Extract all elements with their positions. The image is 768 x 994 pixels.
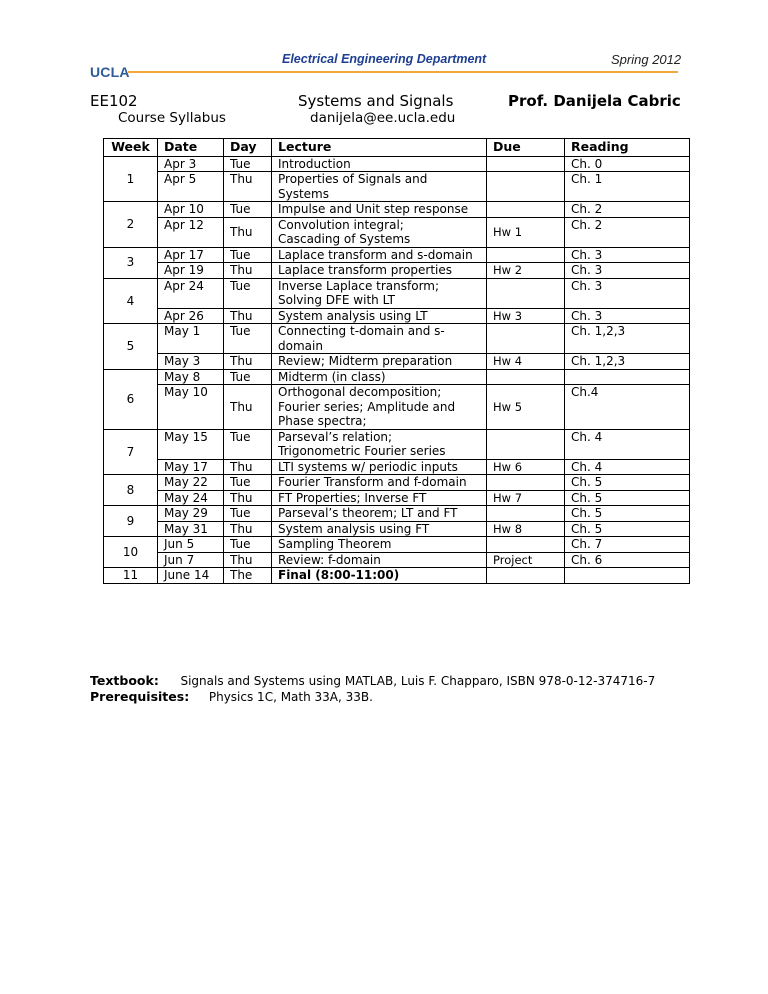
week-cell: 1 xyxy=(104,156,158,202)
week-cell: 6 xyxy=(104,369,158,429)
week-cell: 11 xyxy=(104,568,158,584)
date-cell: May 10 xyxy=(158,385,224,430)
term-label: Spring 2012 xyxy=(611,52,682,67)
week-cell: 5 xyxy=(104,324,158,370)
reading-cell: Ch. 6 xyxy=(565,552,690,568)
due-cell: Hw 2 xyxy=(487,263,565,279)
table-row xyxy=(104,459,690,475)
lecture-line: Systems xyxy=(278,186,329,201)
reading-cell: Ch. 7 xyxy=(565,537,690,553)
due-cell xyxy=(487,172,565,202)
lecture-line: Final (8:00-11:00) xyxy=(278,568,400,582)
table-row xyxy=(104,354,690,370)
lecture-cell xyxy=(272,537,487,553)
professor-name: Prof. Danijela Cabric xyxy=(508,92,681,110)
lecture-cell xyxy=(272,552,487,568)
day-cell: Thu xyxy=(224,354,272,370)
table-row xyxy=(104,537,690,553)
due-cell: Project xyxy=(487,552,565,568)
textbook-value: Signals and Systems using MATLAB, Luis F. Chapparo, ISBN 978-0-12-374716-7 xyxy=(180,674,656,688)
date-cell: May 24 xyxy=(158,490,224,506)
date-cell: May 29 xyxy=(158,506,224,522)
lecture-line: Inverse Laplace transform; xyxy=(278,278,440,293)
due-cell xyxy=(487,475,565,491)
day-cell: Thu xyxy=(224,172,272,202)
lecture-cell xyxy=(272,475,487,491)
reading-cell: Ch. 5 xyxy=(565,475,690,491)
reading-cell: Ch. 1 xyxy=(565,172,690,202)
lecture-line: Review: f-domain xyxy=(278,552,381,567)
due-cell xyxy=(487,369,565,385)
lecture-cell xyxy=(272,172,487,202)
header-lecture: Lecture xyxy=(272,139,487,157)
table-row xyxy=(104,202,690,218)
date-cell: Apr 24 xyxy=(158,278,224,308)
lecture-line: Fourier Transform and f-domain xyxy=(278,475,467,489)
day-cell: Tue xyxy=(224,369,272,385)
reading-cell: Ch. 3 xyxy=(565,278,690,308)
due-cell: Hw 1 xyxy=(487,217,565,247)
lecture-line: Solving DFE with LT xyxy=(278,293,395,307)
table-header-row xyxy=(104,139,690,157)
date-cell: Apr 26 xyxy=(158,308,224,324)
lecture-cell xyxy=(272,506,487,522)
date-cell: Jun 5 xyxy=(158,537,224,553)
due-cell xyxy=(487,156,565,172)
date-cell: Apr 5 xyxy=(158,172,224,202)
reading-cell xyxy=(565,568,690,584)
lecture-line: System analysis using FT xyxy=(278,521,430,536)
table-row xyxy=(104,369,690,385)
lecture-line: Convolution integral; xyxy=(278,217,404,232)
due-cell xyxy=(487,429,565,459)
day-cell: Tue xyxy=(224,537,272,553)
lecture-line: Cascading of Systems xyxy=(278,232,411,246)
lecture-cell xyxy=(272,308,487,324)
lecture-line: Parseval’s theorem; LT and FT xyxy=(278,506,458,520)
week-cell: 2 xyxy=(104,202,158,248)
lecture-line: domain xyxy=(278,338,323,353)
lecture-cell xyxy=(272,202,487,218)
lecture-cell xyxy=(272,156,487,172)
date-cell: May 1 xyxy=(158,324,224,354)
table-row xyxy=(104,217,690,247)
date-cell: May 3 xyxy=(158,354,224,370)
date-cell: Jun 7 xyxy=(158,552,224,568)
day-cell: Tue xyxy=(224,324,272,354)
lecture-cell xyxy=(272,278,487,308)
lecture-line: Laplace transform and s-domain xyxy=(278,247,473,262)
syllabus-body xyxy=(104,156,690,583)
week-cell: 3 xyxy=(104,247,158,278)
course-code: EE102 xyxy=(90,92,138,110)
lecture-cell xyxy=(272,217,487,247)
lecture-line: Impulse and Unit step response xyxy=(278,202,469,216)
lecture-cell xyxy=(272,247,487,263)
table-row xyxy=(104,385,690,430)
lecture-line: Introduction xyxy=(278,156,351,171)
date-cell: Apr 3 xyxy=(158,156,224,172)
textbook-line xyxy=(90,673,655,688)
reading-cell: Ch. 1,2,3 xyxy=(565,354,690,370)
due-cell xyxy=(487,202,565,218)
table-row xyxy=(104,475,690,491)
date-cell: Apr 19 xyxy=(158,263,224,279)
week-cell: 4 xyxy=(104,278,158,324)
reading-cell: Ch. 3 xyxy=(565,247,690,263)
lecture-line: Laplace transform properties xyxy=(278,263,453,277)
date-cell: Apr 12 xyxy=(158,217,224,247)
date-cell: May 22 xyxy=(158,475,224,491)
date-cell: Apr 10 xyxy=(158,202,224,218)
instructor-email[interactable]: danijela@ee.ucla.edu xyxy=(310,110,456,126)
table-row xyxy=(104,308,690,324)
reading-cell: Ch. 0 xyxy=(565,156,690,172)
prerequisites-value: Physics 1C, Math 33A, 33B. xyxy=(208,690,373,704)
lecture-cell xyxy=(272,568,487,584)
table-row xyxy=(104,490,690,506)
due-cell xyxy=(487,324,565,354)
table-row xyxy=(104,324,690,354)
week-cell: 9 xyxy=(104,506,158,537)
lecture-line: FT Properties; Inverse FT xyxy=(278,490,427,505)
lecture-cell xyxy=(272,369,487,385)
prerequisites-label: Prerequisites: xyxy=(90,689,190,704)
day-cell: Tue xyxy=(224,506,272,522)
due-cell xyxy=(487,278,565,308)
due-cell xyxy=(487,506,565,522)
day-cell: Tue xyxy=(224,278,272,308)
week-cell: 7 xyxy=(104,429,158,475)
lecture-cell xyxy=(272,324,487,354)
day-cell: Thu xyxy=(224,521,272,537)
reading-cell: Ch. 3 xyxy=(565,308,690,324)
due-cell: Hw 5 xyxy=(487,385,565,430)
day-cell: Thu xyxy=(224,263,272,279)
table-row xyxy=(104,263,690,279)
lecture-line: Sampling Theorem xyxy=(278,537,392,551)
textbook-label: Textbook: xyxy=(90,673,159,688)
table-row xyxy=(104,552,690,568)
reading-cell: Ch. 3 xyxy=(565,263,690,279)
day-cell: Tue xyxy=(224,475,272,491)
day-cell: Thu xyxy=(224,552,272,568)
lecture-line: LTI systems w/ periodic inputs xyxy=(278,459,458,474)
lecture-line: Parseval’s relation; xyxy=(278,429,393,444)
date-cell: May 31 xyxy=(158,521,224,537)
reading-cell: Ch. 2 xyxy=(565,217,690,247)
reading-cell: Ch. 4 xyxy=(565,429,690,459)
header-date: Date xyxy=(158,139,224,157)
lecture-line: Midterm (in class) xyxy=(278,369,386,384)
due-cell: Hw 6 xyxy=(487,459,565,475)
date-cell: Apr 17 xyxy=(158,247,224,263)
table-row xyxy=(104,506,690,522)
reading-cell: Ch. 5 xyxy=(565,506,690,522)
day-cell: Thu xyxy=(224,217,272,247)
table-row xyxy=(104,521,690,537)
day-cell: Thu xyxy=(224,459,272,475)
reading-cell: Ch. 2 xyxy=(565,202,690,218)
reading-cell: Ch. 5 xyxy=(565,521,690,537)
day-cell: Thu xyxy=(224,308,272,324)
lecture-line: Phase spectra; xyxy=(278,414,367,428)
day-cell: Thu xyxy=(224,490,272,506)
lecture-cell xyxy=(272,385,487,430)
course-title: Systems and Signals xyxy=(298,92,454,110)
header-due: Due xyxy=(487,139,565,157)
lecture-cell xyxy=(272,354,487,370)
reading-cell: Ch. 5 xyxy=(565,490,690,506)
table-row xyxy=(104,429,690,459)
day-cell: Tue xyxy=(224,202,272,218)
reading-cell: Ch.4 xyxy=(565,385,690,430)
header-rule xyxy=(128,71,678,73)
table-row xyxy=(104,568,690,584)
header-day: Day xyxy=(224,139,272,157)
lecture-line: Orthogonal decomposition; xyxy=(278,385,442,399)
due-cell xyxy=(487,247,565,263)
date-cell: May 15 xyxy=(158,429,224,459)
lecture-cell xyxy=(272,429,487,459)
due-cell: Hw 4 xyxy=(487,354,565,370)
lecture-line: Trigonometric Fourier series xyxy=(278,444,446,458)
table-row xyxy=(104,156,690,172)
day-cell: The xyxy=(224,568,272,584)
reading-cell: Ch. 1,2,3 xyxy=(565,324,690,354)
due-cell xyxy=(487,537,565,553)
course-subtitle: Course Syllabus xyxy=(118,110,226,126)
reading-cell xyxy=(565,369,690,385)
lecture-line: Connecting t-domain and s- xyxy=(278,324,445,338)
date-cell: June 14 xyxy=(158,568,224,584)
header-reading: Reading xyxy=(565,139,690,157)
week-cell: 8 xyxy=(104,475,158,506)
due-cell: Hw 8 xyxy=(487,521,565,537)
due-cell xyxy=(487,568,565,584)
lecture-line: Properties of Signals and xyxy=(278,172,428,186)
day-cell: Tue xyxy=(224,156,272,172)
lecture-cell xyxy=(272,521,487,537)
table-row xyxy=(104,172,690,202)
department-name: Electrical Engineering Department xyxy=(282,52,487,66)
table-row xyxy=(104,247,690,263)
day-cell: Thu xyxy=(224,385,272,430)
lecture-cell xyxy=(272,263,487,279)
syllabus-table xyxy=(103,138,690,584)
week-cell: 10 xyxy=(104,537,158,568)
table-row xyxy=(104,278,690,308)
lecture-line: Fourier series; Amplitude and xyxy=(278,399,456,414)
prerequisites-line xyxy=(90,689,373,704)
header-week: Week xyxy=(104,139,158,157)
ucla-logo: UCLA xyxy=(90,64,130,80)
lecture-line: Review; Midterm preparation xyxy=(278,354,453,368)
due-cell: Hw 3 xyxy=(487,308,565,324)
due-cell: Hw 7 xyxy=(487,490,565,506)
lecture-line: System analysis using LT xyxy=(278,308,428,323)
lecture-cell xyxy=(272,459,487,475)
reading-cell: Ch. 4 xyxy=(565,459,690,475)
date-cell: May 17 xyxy=(158,459,224,475)
day-cell: Tue xyxy=(224,429,272,459)
date-cell: May 8 xyxy=(158,369,224,385)
lecture-cell xyxy=(272,490,487,506)
day-cell: Tue xyxy=(224,247,272,263)
